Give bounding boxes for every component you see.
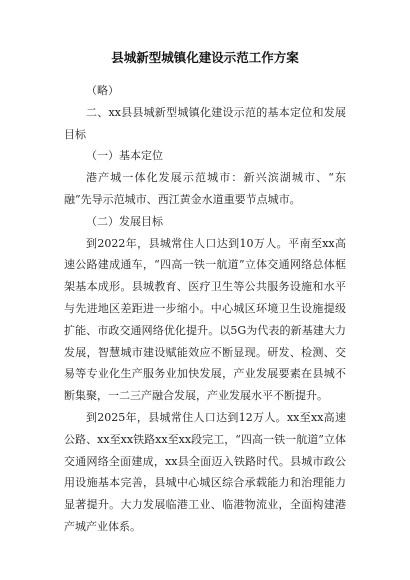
section-2-heading: 二、xx县县城新型城镇化建设示范的基本定位和发展目标	[64, 105, 346, 141]
subsection-1-body: 港产城一体化发展示范城市：新兴滨湖城市、“东融”先导示范城市、西江黄金水道重要节点城市。	[64, 171, 346, 206]
subsection-2-heading: （二）发展目标	[86, 214, 163, 228]
goal-2025-paragraph: 到2025年，县城常住人口达到12万人。xx至xx高速公路、xx至xx铁路xx至xx段完工，“四高一铁一航道”立体交通网络全面建成，xx县全面迈入铁路时代。县城市政公用设施基本完善，县城中心城区综合承载能力和治理能力显著提升。大力发展临港工业、临港物流业，全面构建港产城产业体系。	[64, 410, 346, 533]
subsection-1-heading: （一）基本定位	[86, 149, 163, 163]
document-title: 县城新型城镇化建设示范工作方案	[111, 50, 299, 65]
omitted-note: （略）	[86, 84, 119, 97]
goal-2022-paragraph: 到2022年，县城常住人口达到10万人。平南至xx高速公路建成通车，“四高一铁一航道”立体交通网络总体框架基本成形。县城教育、医疗卫生等公共服务设施和水平与先进地区差距进一步缩小。中心城区环境卫生设施提级扩能、市政交通网络优化提升。以5G为代表的新基建大力发展，智慧城市建设赋能效应不断显现。研发、检测、交易等专业化生产服务业加快发展，产业发展要素在县城不断集聚，一二三产融合发展，产业发展水平不断提升。	[64, 236, 346, 403]
